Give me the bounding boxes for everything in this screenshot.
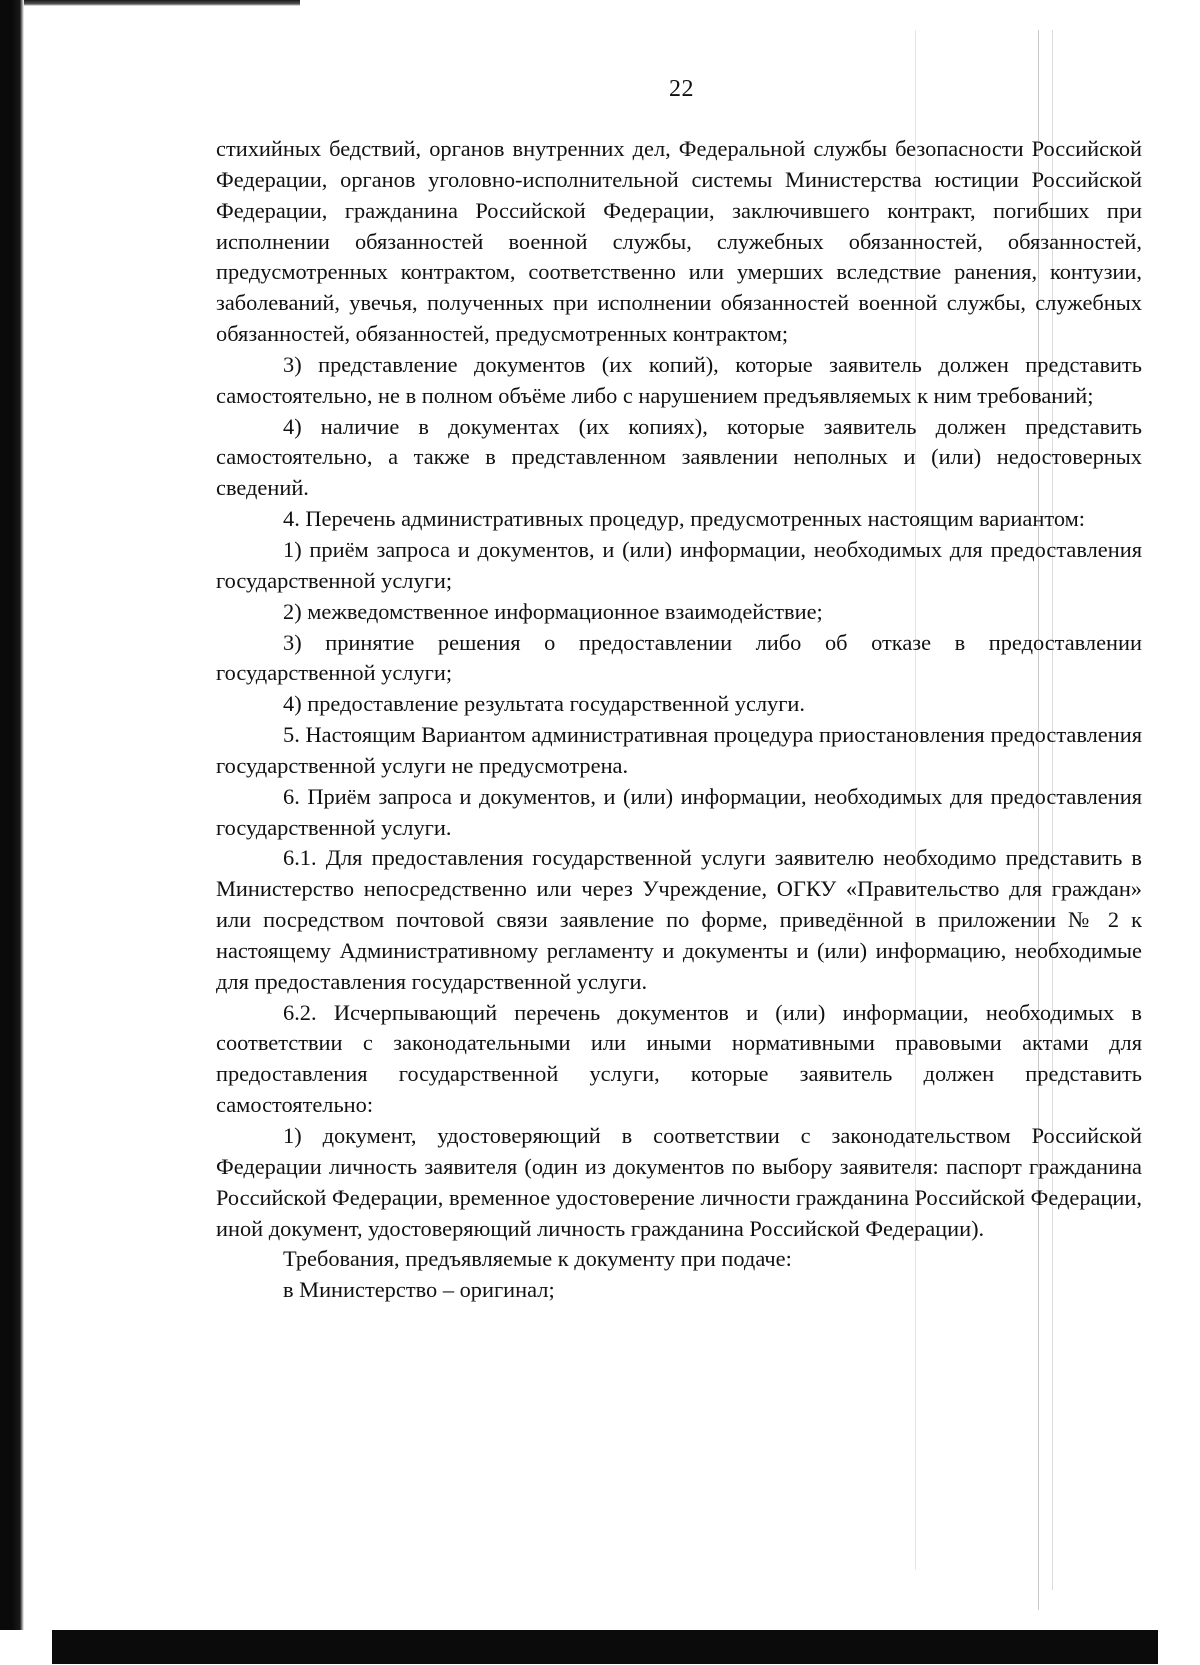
- paragraph: 3) представление документов (их копий), которые заявитель должен представить самостоятельно, не в полном объёме либо с нарушением предъявляемых к ним требований;: [216, 351, 1142, 408]
- document-body: [216, 134, 1142, 1306]
- scan-bottom-edge: [0, 1630, 1200, 1665]
- paragraph: 4) наличие в документах (их копиях), которые заявитель должен представить самостоятельно, а также в представленном заявлении неполных и (или) недостоверных сведений.: [216, 413, 1142, 501]
- paragraph: Требования, предъявляемые к документу при подаче:: [283, 1246, 792, 1272]
- paragraph: 3) принятие решения о предоставлении либо об отказе в предоставлении государственной услуги;: [216, 629, 1142, 686]
- paragraph: 6.2. Исчерпывающий перечень документов и (или) информации, необходимых в соответствии с законодательными или иными нормативными правовыми актами для предоставления государственной услуги, которые заявитель должен представить самостоятельно:: [216, 999, 1142, 1118]
- paragraph: 4) предоставление результата государственной услуги.: [283, 691, 806, 717]
- paragraph: стихийных бедствий, органов внутренних дел, Федеральной службы безопасности Российской Федерации, органов уголовно-исполнительной системы Министерства юстиции Российской Федерации, гражданина Российской Федерации, заключившего контракт, погибших при исполнении обязанностей военной службы, служебных обязанностей, обязанностей, предусмотренных контрактом, соответственно или умерших вследствие ранения, контузии, заболеваний, увечья, полученных при исполнении обязанностей военной службы, служебных обязанностей, обязанностей, предусмотренных контрактом;: [216, 136, 1142, 347]
- paragraph: 6.1. Для предоставления государственной услуги заявителю необходимо представить в Министерство непосредственно или через Учреждение, ОГКУ «Правительство для граждан» или посредством почтовой связи заявление по форме, приведённой в приложении № 2 к настоящему Административному регламенту и документы и (или) информацию, необходимые для предоставления государственной услуги.: [216, 845, 1142, 994]
- paragraph: 6. Приём запроса и документов, и (или) информации, необходимых для предоставления государственной услуги.: [216, 783, 1142, 840]
- scan-top-edge: [0, 0, 300, 6]
- paragraph: 4. Перечень административных процедур, предусмотренных настоящим вариантом:: [283, 506, 1085, 532]
- paragraph: 1) приём запроса и документов, и (или) информации, необходимых для предоставления государственной услуги;: [216, 536, 1142, 593]
- paragraph: 5. Настоящим Вариантом административная процедура приостановления предоставления государственной услуги не предусмотрена.: [216, 722, 1142, 778]
- paragraph: 2) межведомственное информационное взаимодействие;: [283, 598, 823, 624]
- page-number: 22: [669, 76, 694, 102]
- paragraph: в Министерство – оригинал;: [283, 1277, 555, 1303]
- paragraph: 1) документ, удостоверяющий в соответствии с законодательством Российской Федерации личность заявителя (один из документов по выбору заявителя: паспорт гражданина Российской Федерации, временное удостоверение личности гражданина Российской Федерации, иной документ, удостоверяющий личность гражданина Российской Федерации).: [216, 1123, 1142, 1241]
- scan-left-edge: [0, 0, 24, 1665]
